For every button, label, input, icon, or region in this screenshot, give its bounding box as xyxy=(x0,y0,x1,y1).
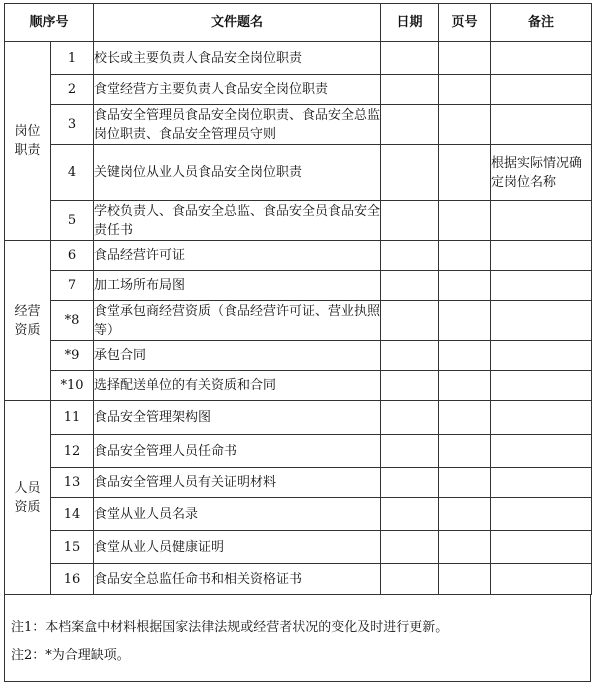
group-label-line: 岗位 xyxy=(14,124,41,139)
page-cell xyxy=(439,341,491,371)
remark-cell xyxy=(491,564,592,595)
group-label-line: 资质 xyxy=(14,322,41,338)
header-row xyxy=(5,4,592,42)
header-remark: 备注 xyxy=(491,4,592,42)
page-cell xyxy=(439,468,491,498)
seq-cell: 7 xyxy=(51,271,94,301)
group-label-line: 经营 xyxy=(14,303,41,319)
title-cell: 食堂从业人员健康证明 xyxy=(94,531,381,564)
seq-cell: 14 xyxy=(51,498,94,531)
date-cell xyxy=(381,271,439,301)
group-label-line: 职责 xyxy=(14,143,41,158)
table-row xyxy=(5,531,592,564)
table-row xyxy=(5,105,592,145)
table-row xyxy=(5,75,592,105)
title-cell: 承包合同 xyxy=(94,341,381,371)
date-cell xyxy=(381,564,439,595)
page-cell xyxy=(439,42,491,75)
page-cell xyxy=(439,271,491,301)
table-body xyxy=(5,42,592,595)
table-row xyxy=(5,241,592,271)
title-cell: 食品安全总监任命书和相关资格证书 xyxy=(94,564,381,595)
note-2: 注2：*为合理缺项。 xyxy=(11,648,130,663)
title-cell: 食品安全管理员食品安全岗位职责、食品安全总监岗位职责、食品安全管理员守则 xyxy=(94,105,381,145)
seq-cell: 16 xyxy=(51,564,94,595)
seq-cell: 2 xyxy=(51,75,94,105)
seq-cell: 11 xyxy=(51,401,94,435)
notes-box xyxy=(4,595,591,682)
page-cell xyxy=(439,241,491,271)
header-date: 日期 xyxy=(381,4,439,42)
remark-cell xyxy=(491,271,592,301)
note-1: 注1：本档案盒中材料根据国家法律法规或经营者状况的变化及时进行更新。 xyxy=(11,620,449,635)
table-row xyxy=(5,498,592,531)
group-label xyxy=(5,241,51,401)
remark-cell xyxy=(491,241,592,271)
remark-cell xyxy=(491,401,592,435)
remark-cell xyxy=(491,105,592,145)
page-cell xyxy=(439,564,491,595)
remark-cell xyxy=(491,201,592,241)
title-cell: 食品安全管理架构图 xyxy=(94,401,381,435)
page-cell xyxy=(439,401,491,435)
document-sheet xyxy=(4,3,591,682)
seq-cell: 13 xyxy=(51,468,94,498)
group-label xyxy=(5,42,51,241)
group-label-line: 人员 xyxy=(14,480,41,496)
date-cell xyxy=(381,42,439,75)
group-label xyxy=(5,401,51,595)
table-row xyxy=(5,145,592,201)
remark-cell xyxy=(491,371,592,401)
date-cell xyxy=(381,75,439,105)
title-cell: 校长或主要负责人食品安全岗位职责 xyxy=(94,42,381,75)
date-cell xyxy=(381,371,439,401)
title-cell: 关键岗位从业人员食品安全岗位职责 xyxy=(94,145,381,201)
table-row xyxy=(5,42,592,75)
page-cell xyxy=(439,75,491,105)
remark-cell xyxy=(491,42,592,75)
header-title: 文件题名 xyxy=(94,4,381,42)
date-cell xyxy=(381,145,439,201)
table-row xyxy=(5,435,592,468)
seq-cell: *10 xyxy=(51,371,94,401)
seq-cell: 4 xyxy=(51,145,94,201)
table-row xyxy=(5,401,592,435)
remark-cell xyxy=(491,301,592,341)
date-cell xyxy=(381,201,439,241)
date-cell xyxy=(381,468,439,498)
date-cell xyxy=(381,498,439,531)
page-cell xyxy=(439,145,491,201)
title-cell: 食堂经营方主要负责人食品安全岗位职责 xyxy=(94,75,381,105)
group-label-line: 资质 xyxy=(14,499,41,515)
title-cell: 食堂从业人员名录 xyxy=(94,498,381,531)
header-page: 页号 xyxy=(439,4,491,42)
table-row xyxy=(5,271,592,301)
seq-cell: 5 xyxy=(51,201,94,241)
title-cell: 食品安全管理人员任命书 xyxy=(94,435,381,468)
page-cell xyxy=(439,301,491,341)
title-cell: 学校负责人、食品安全总监、食品安全员食品安全责任书 xyxy=(94,201,381,241)
title-cell: 加工场所布局图 xyxy=(94,271,381,301)
page-cell xyxy=(439,498,491,531)
table-row xyxy=(5,301,592,341)
date-cell xyxy=(381,401,439,435)
seq-cell: 3 xyxy=(51,105,94,145)
seq-cell: 6 xyxy=(51,241,94,271)
date-cell xyxy=(381,301,439,341)
seq-cell: 15 xyxy=(51,531,94,564)
table-row xyxy=(5,468,592,498)
page-cell xyxy=(439,201,491,241)
date-cell xyxy=(381,531,439,564)
remark-cell xyxy=(491,341,592,371)
header-seq: 顺序号 xyxy=(5,4,94,42)
title-cell: 食品安全管理人员有关证明材料 xyxy=(94,468,381,498)
seq-cell: *8 xyxy=(51,301,94,341)
page-cell xyxy=(439,435,491,468)
seq-cell: *9 xyxy=(51,341,94,371)
title-cell: 选择配送单位的有关资质和合同 xyxy=(94,371,381,401)
date-cell xyxy=(381,241,439,271)
seq-cell: 1 xyxy=(51,42,94,75)
date-cell xyxy=(381,341,439,371)
remark-cell xyxy=(491,75,592,105)
remark-cell xyxy=(491,435,592,468)
remark-cell: 根据实际情况确定岗位名称 xyxy=(491,145,592,201)
remark-cell xyxy=(491,468,592,498)
title-cell: 食堂承包商经营资质（食品经营许可证、营业执照等） xyxy=(94,301,381,341)
remark-cell xyxy=(491,531,592,564)
page-cell xyxy=(439,371,491,401)
table-row xyxy=(5,201,592,241)
table-row xyxy=(5,564,592,595)
page-cell xyxy=(439,531,491,564)
date-cell xyxy=(381,105,439,145)
title-cell: 食品经营许可证 xyxy=(94,241,381,271)
seq-cell: 12 xyxy=(51,435,94,468)
table-row xyxy=(5,341,592,371)
file-index-table xyxy=(4,3,592,595)
table-row xyxy=(5,371,592,401)
date-cell xyxy=(381,435,439,468)
remark-cell xyxy=(491,498,592,531)
page-cell xyxy=(439,105,491,145)
